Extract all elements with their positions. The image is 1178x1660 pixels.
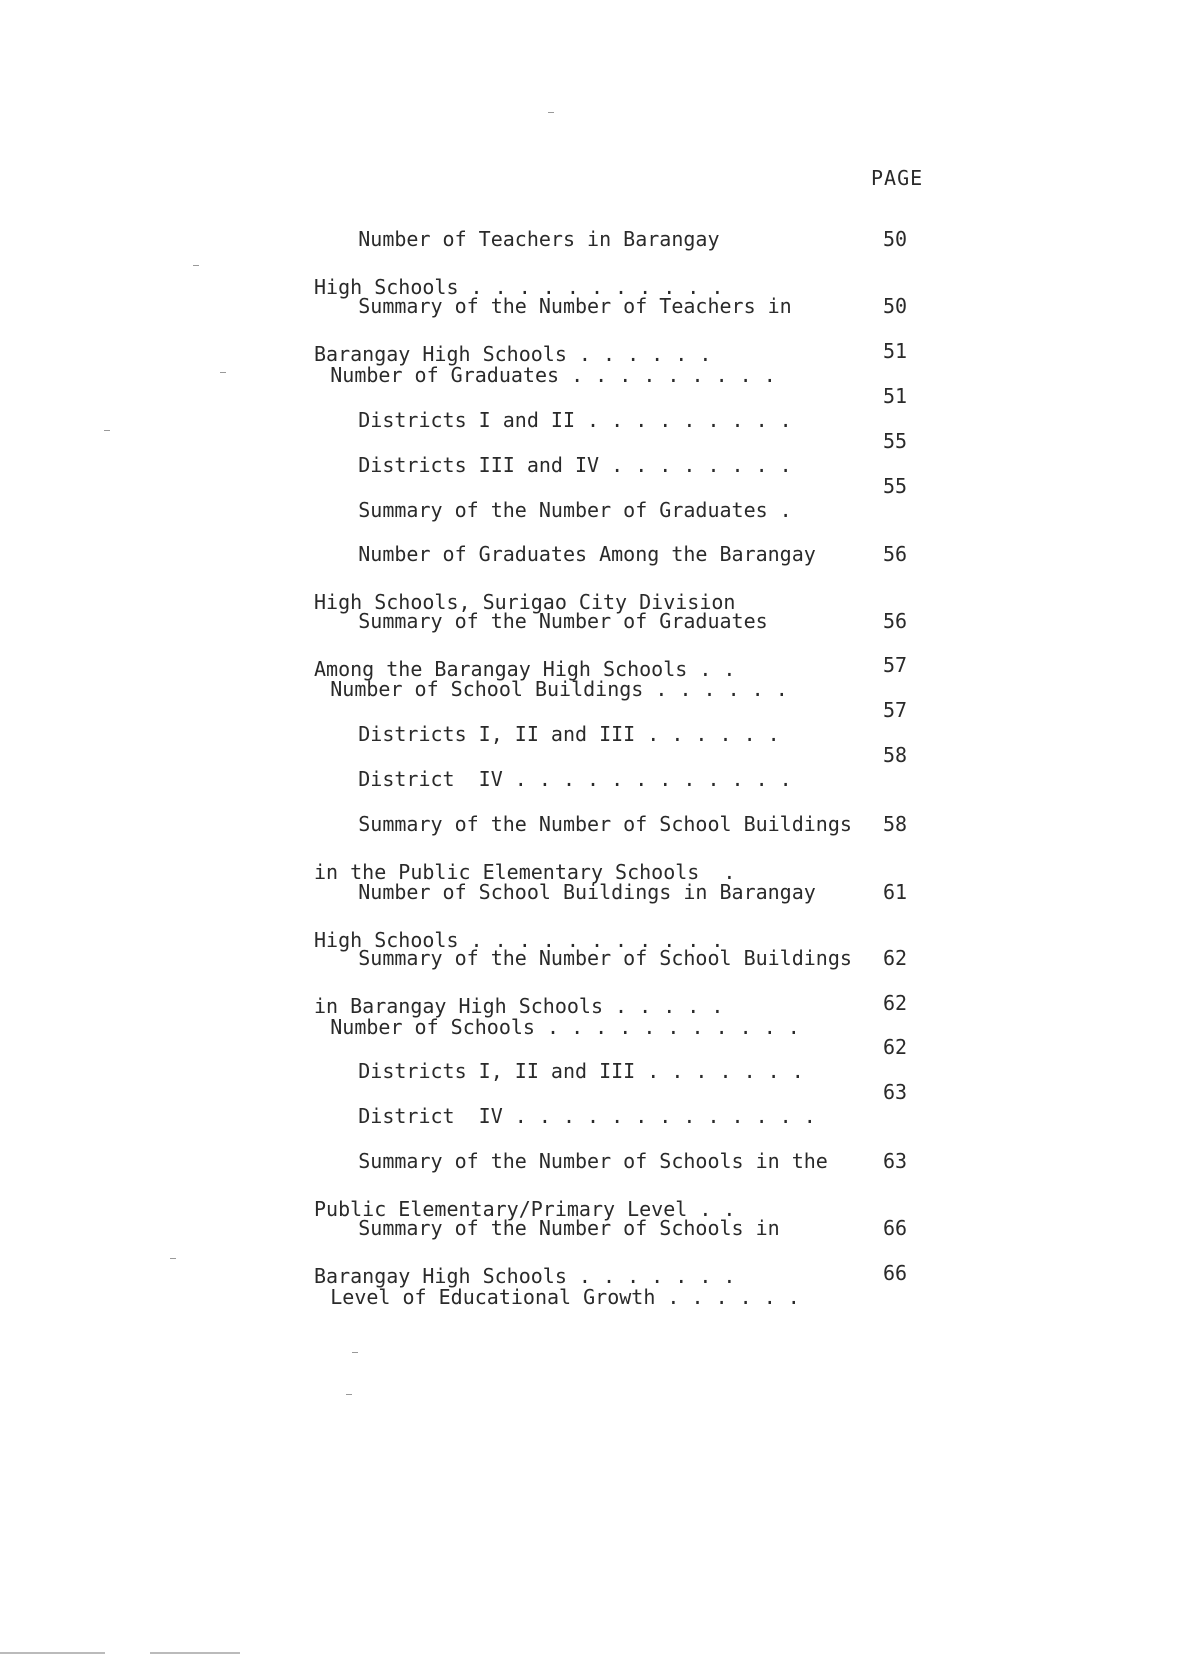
toc-entry-title: Summary of the Number of Schools in the (358, 1149, 828, 1173)
toc-page-number: 58 (883, 812, 908, 836)
scan-speck (352, 1352, 358, 1353)
toc-page-number: 62 (883, 946, 908, 970)
scan-speck (170, 1258, 176, 1259)
toc-page-number: 66 (883, 1216, 908, 1240)
scan-speck (220, 372, 226, 373)
toc-page-number: 62 (883, 991, 908, 1015)
toc-entry (258, 1261, 800, 1333)
toc-entry-title-cont: High Schools, Surigao City Division (314, 590, 736, 614)
toc-page-number: 57 (883, 653, 908, 677)
toc-page-number: 50 (883, 227, 908, 251)
toc-entry-title: Level of Educational Growth . . . . . . (330, 1285, 800, 1309)
scan-speck (346, 1394, 352, 1395)
toc-entry-title-cont: in Barangay High Schools . . . . . (314, 994, 724, 1018)
toc-page-number: 55 (883, 429, 908, 453)
toc-page-number: 50 (883, 294, 908, 318)
scan-speck (548, 112, 554, 113)
toc-entry-title: Summary of the Number of Schools in (358, 1216, 780, 1240)
toc-page-number: 58 (883, 743, 908, 767)
toc-entry-title: Summary of the Number of Graduates . (358, 498, 792, 522)
toc-page-number: 61 (883, 880, 908, 904)
toc-entry-title: Number of Graduates Among the Barangay (358, 542, 816, 566)
toc-entry-title: Districts I, II and III . . . . . . . (358, 1059, 804, 1083)
toc-page-number: 56 (883, 609, 908, 633)
toc-entry-title: Districts I, II and III . . . . . . (358, 722, 780, 746)
toc-entry-title: Summary of the Number of Teachers in (358, 294, 792, 318)
toc-page-number: 66 (883, 1261, 908, 1285)
footer-texture-icon (0, 1650, 320, 1656)
toc-entry-title: Summary of the Number of School Buildings (358, 812, 852, 836)
toc-page-number: 56 (883, 542, 908, 566)
page-column-header: PAGE (871, 166, 924, 190)
toc-entry-title-cont: in the Public Elementary Schools . (314, 860, 736, 884)
toc-entry-title-cont: High Schools . . . . . . . . . . . (314, 928, 724, 952)
toc-page-number: 55 (883, 474, 908, 498)
toc-page-number: 63 (883, 1149, 908, 1173)
toc-entry-title-cont: Barangay High Schools . . . . . . (314, 342, 712, 366)
toc-entry-title: Number of School Buildings . . . . . . (330, 677, 788, 701)
toc-entry-title: Number of Schools . . . . . . . . . . . (330, 1015, 800, 1039)
toc-entry-title-cont: High Schools . . . . . . . . . . . (314, 275, 724, 299)
scan-speck (104, 430, 110, 431)
toc-entry-title: Summary of the Number of Graduates (358, 609, 768, 633)
toc-page-number: 51 (883, 339, 908, 363)
toc-page-number: 63 (883, 1080, 908, 1104)
toc-entry-title: Districts III and IV . . . . . . . . (358, 453, 792, 477)
scan-footer-watermark (0, 1650, 320, 1658)
toc-entry-title: Summary of the Number of School Buildings (358, 946, 852, 970)
toc-entry-title: Districts I and II . . . . . . . . . (358, 408, 792, 432)
toc-page-number: 62 (883, 1035, 908, 1059)
toc-entry-title-cont: Barangay High Schools . . . . . . . (314, 1264, 736, 1288)
toc-entry-title-cont: Public Elementary/Primary Level . . (314, 1197, 736, 1221)
toc-page-number: 57 (883, 698, 908, 722)
toc-entry-title: Number of Teachers in Barangay (358, 227, 720, 251)
toc-entry-title-cont: Among the Barangay High Schools . . (314, 657, 736, 681)
toc-entry-title: Number of Graduates . . . . . . . . . (330, 363, 776, 387)
toc-entry-title: District IV . . . . . . . . . . . . (358, 767, 792, 791)
scan-speck (193, 265, 199, 266)
toc-entry-title: District IV . . . . . . . . . . . . . (358, 1104, 816, 1128)
toc-entry-title: Number of School Buildings in Barangay (358, 880, 816, 904)
toc-page-number: 51 (883, 384, 908, 408)
